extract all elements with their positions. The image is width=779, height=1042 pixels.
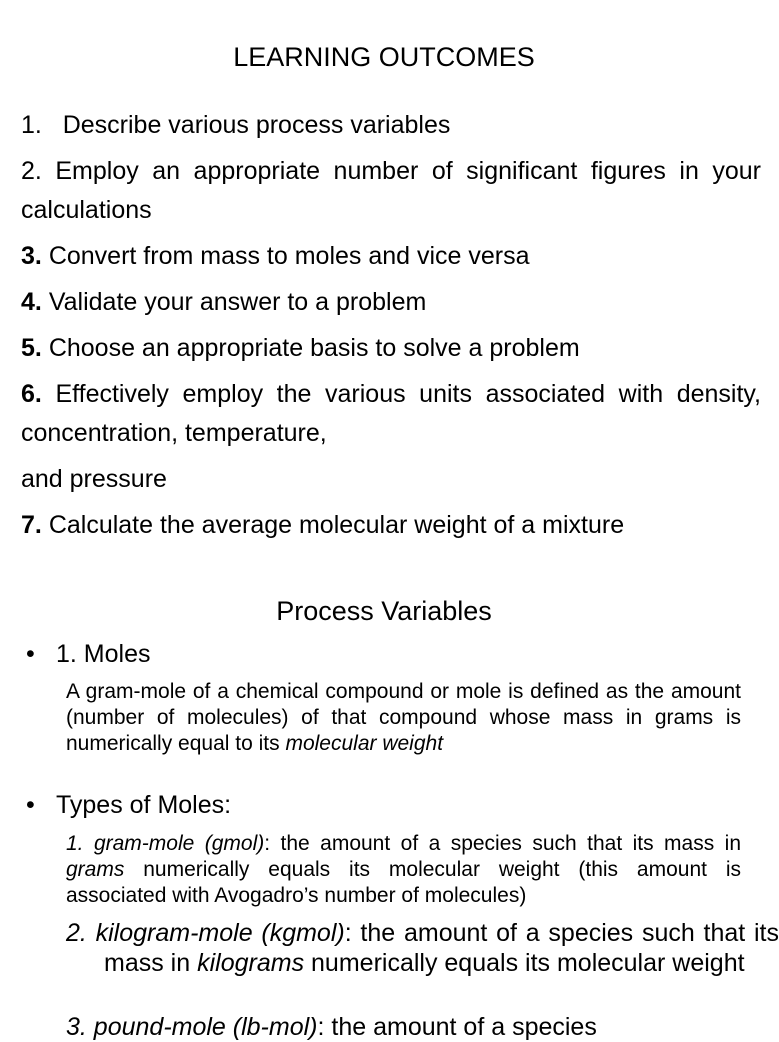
item-text: Describe various process variables: [62, 111, 451, 139]
item-text: Convert from mass to moles and vice versa: [48, 242, 530, 270]
emphasis-text: grams: [66, 858, 125, 881]
bullet-label: Types of Moles:: [56, 791, 232, 819]
list-item: [21, 283, 761, 322]
list-item: [21, 106, 761, 145]
item-text: Choose an appropriate basis to solve a problem: [48, 334, 580, 362]
bullet-moles: [26, 640, 150, 669]
emphasis-text: molecular weight: [285, 732, 444, 755]
kgmol-definition: 2. kilogram-mole (kgmol): the amount of a species such that its mass in kilograms numerically equals its molecular weight: [66, 919, 779, 977]
term-kgmol: 2. kilogram-mole (kgmol): [66, 919, 345, 947]
item-text: Calculate the average molecular weight of a mixture: [48, 511, 625, 539]
list-item: [21, 237, 761, 276]
term-lbmol: 3. pound-mole (lb-mol): [66, 1013, 318, 1041]
bullet-types-of-moles: [26, 791, 231, 820]
emphasis-text: kilograms: [197, 949, 305, 977]
term-gmol: 1. gram-mole (gmol): [66, 832, 265, 855]
bullet-dot: •: [26, 640, 35, 668]
item-text: Validate your answer to a problem: [48, 288, 427, 316]
item-text: Effectively employ the various units associated with density, concentration, temperature,: [21, 380, 762, 447]
gmol-definition: 1. gram-mole (gmol): the amount of a species such that its mass in grams numerically equals its molecular weight (this amount is associated with Avogadro’s number of molecules): [66, 832, 741, 907]
list-item: [21, 375, 761, 453]
item-number: 1.: [21, 111, 42, 139]
item-text: Employ an appropriate number of significant figures in your calculations: [21, 157, 761, 224]
item-number: 4.: [21, 288, 42, 316]
learning-outcomes-list: [21, 106, 761, 545]
item-text: and pressure: [21, 465, 167, 493]
item-number: 5.: [21, 334, 42, 362]
lbmol-definition: 3. pound-mole (lb-mol): the amount of a species: [66, 1013, 597, 1041]
item-number: 7.: [21, 511, 42, 539]
list-item-continuation: [21, 460, 761, 499]
item-number: 6.: [21, 380, 42, 408]
item-number: 3.: [21, 242, 42, 270]
section-title: Process Variables: [276, 596, 492, 626]
bullet-dot: •: [26, 791, 35, 819]
item-number: 2.: [21, 157, 42, 185]
page-title: LEARNING OUTCOMES: [233, 42, 535, 72]
list-item: [21, 152, 761, 230]
bullet-label: 1. Moles: [56, 640, 151, 668]
list-item: [21, 506, 761, 545]
moles-definition: A gram-mole of a chemical compound or mole is defined as the amount (number of molecules) of that compound whose mass in grams is numerically equal to its molecular weight: [66, 680, 741, 755]
list-item: [21, 329, 761, 368]
